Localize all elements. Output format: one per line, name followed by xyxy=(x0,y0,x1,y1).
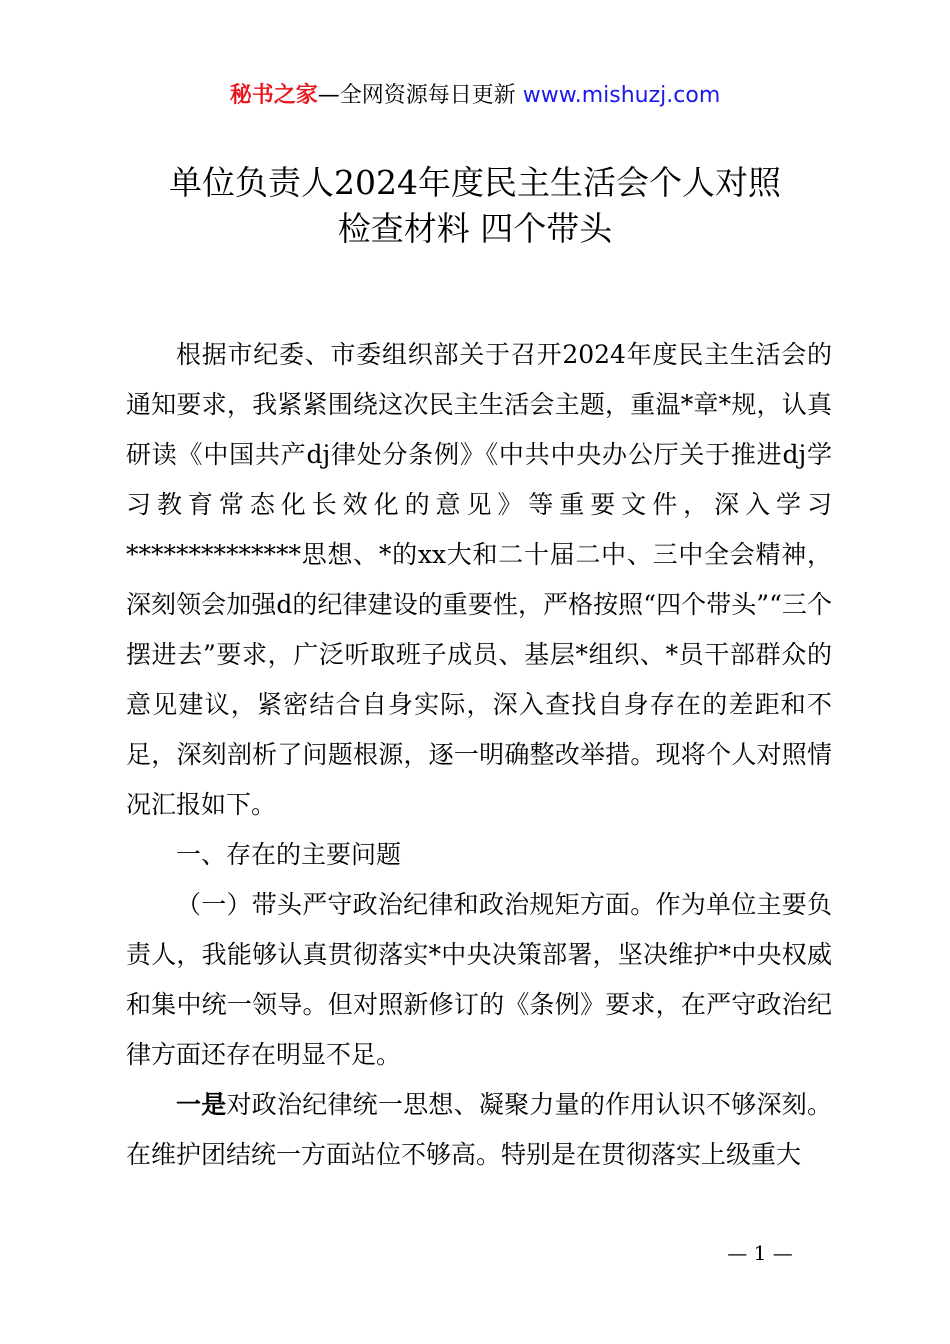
title-line-2: 检查材料 四个带头 xyxy=(337,209,613,248)
point-lead: 一是 xyxy=(176,1090,227,1119)
section-heading-1: 一、存在的主要问题 xyxy=(176,840,402,869)
point-text: 对政治纪律统一思想、凝聚力量的作用认识不够深刻。在维护团结统一方面站位不够高。特别是在贯彻落实上级重大 xyxy=(126,1090,832,1169)
point-paragraph-1 xyxy=(126,1080,832,1180)
title-line-1: 单位负责人2024年度民主生活会个人对照 xyxy=(169,163,781,202)
page-number: — 1 — xyxy=(727,1241,793,1265)
document-body xyxy=(126,330,832,1180)
site-url-link[interactable]: www.mishuzj.com xyxy=(522,83,721,108)
site-tagline: —全网资源每日更新 xyxy=(317,83,516,108)
site-brand: 秘书之家 xyxy=(229,83,318,108)
intro-paragraph: 根据市纪委、市委组织部关于召开2024年度民主生活会的通知要求，我紧紧围绕这次民主生活会主题，重温*章*规，认真研读《中国共产dj律处分条例》《中共中央办公厅关于推进dj学习教育常态化长效化的意见》等重要文件，深入学习**************思想、*的xx大和二十届二中、三中全会精神，深刻领会加强d的纪律建设的重要性，严格按照“四个带头”“三个摆进去”要求，广泛听取班子成员、基层*组织、*员干部群众的意见建议，紧密结合自身实际，深入查找自身存在的差距和不足，深刻剖析了问题根源，逐一明确整改举措。现将个人对照情况汇报如下。 xyxy=(126,340,832,819)
site-header xyxy=(0,80,950,112)
document-title xyxy=(100,160,850,252)
subsection-paragraph-1: （一）带头严守政治纪律和政治规矩方面。作为单位主要负责人，我能够认真贯彻落实*中央决策部署，坚决维护*中央权威和集中统一领导。但对照新修订的《条例》要求，在严守政治纪律方面还存在明显不足。 xyxy=(126,890,832,1069)
